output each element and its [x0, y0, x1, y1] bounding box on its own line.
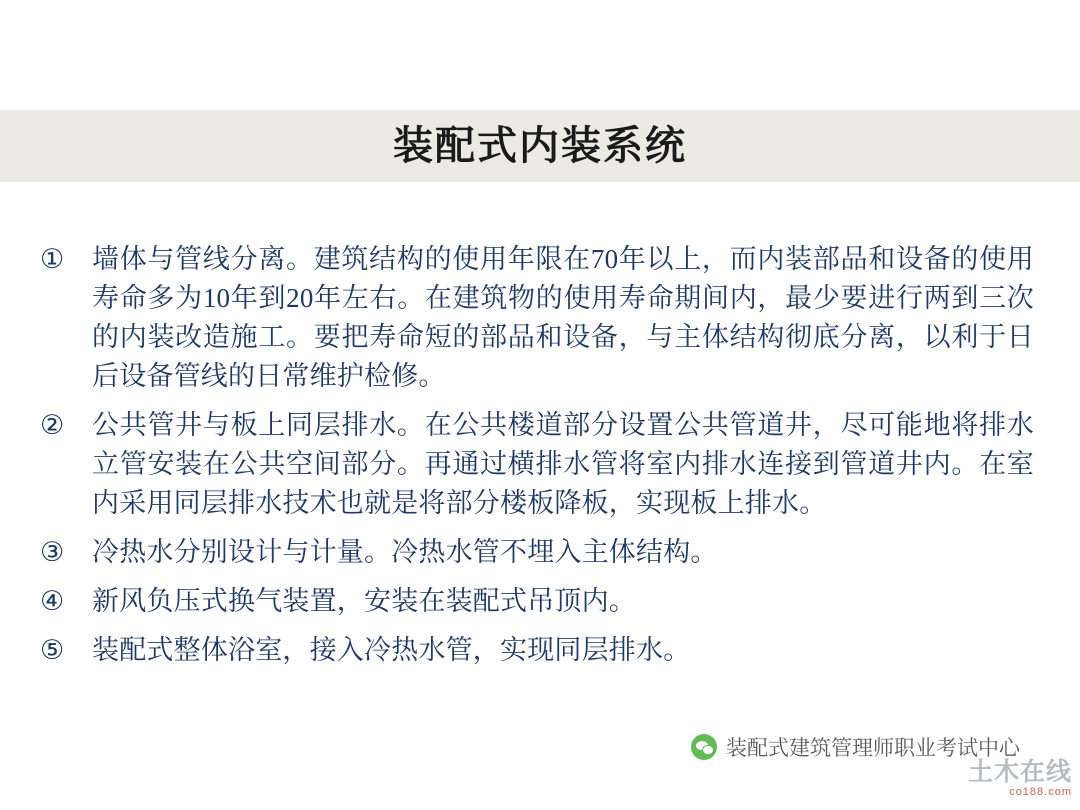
wechat-icon [691, 734, 717, 760]
list-item [34, 582, 1034, 621]
list-item-text: 墙体与管线分离。建筑结构的使用年限在70年以上，而内装部品和设备的使用寿命多为10年到20年左右。在建筑物的使用寿命期间内，最少要进行两到三次的内装改造施工。要把寿命短的部品和设备，与主体结构彻底分离，以利于日后设备管线的日常维护检修。 [92, 244, 1034, 391]
wechat-account-name: 装配式建筑管理师职业考试中心 [726, 737, 1020, 760]
watermark-domain: co188.com [1009, 786, 1072, 798]
slide-footer [0, 737, 1080, 800]
list-item-marker: ③ [40, 537, 65, 568]
list-item [34, 240, 1034, 396]
list-item [34, 533, 1034, 572]
list-item-text: 公共管井与板上同层排水。在公共楼道部分设置公共管道井，尽可能地将排水立管安装在公共空间部分。再通过横排水管将室内排水连接到管道井内。在室内采用同层排水技术也就是将部分楼板降板，实现板上排水。 [92, 410, 1034, 518]
list-item-marker: ② [40, 410, 65, 441]
watermark [968, 760, 1072, 798]
title-band [0, 110, 1080, 182]
list-item-text: 冷热水分别设计与计量。冷热水管不埋入主体结构。 [92, 537, 718, 567]
list-item-marker: ⑤ [40, 635, 65, 666]
list-item-marker: ① [40, 244, 65, 275]
content-list [34, 240, 1034, 680]
list-item-marker: ④ [40, 586, 65, 617]
page-title: 装配式内装系统 [393, 123, 687, 168]
watermark-title: 土木在线 [967, 758, 1072, 786]
list-item [34, 406, 1034, 523]
list-item-text: 新风负压式换气装置，安装在装配式吊顶内。 [92, 586, 636, 616]
list-item [34, 631, 1034, 670]
list-item-text: 装配式整体浴室，接入冷热水管，实现同层排水。 [92, 635, 691, 665]
